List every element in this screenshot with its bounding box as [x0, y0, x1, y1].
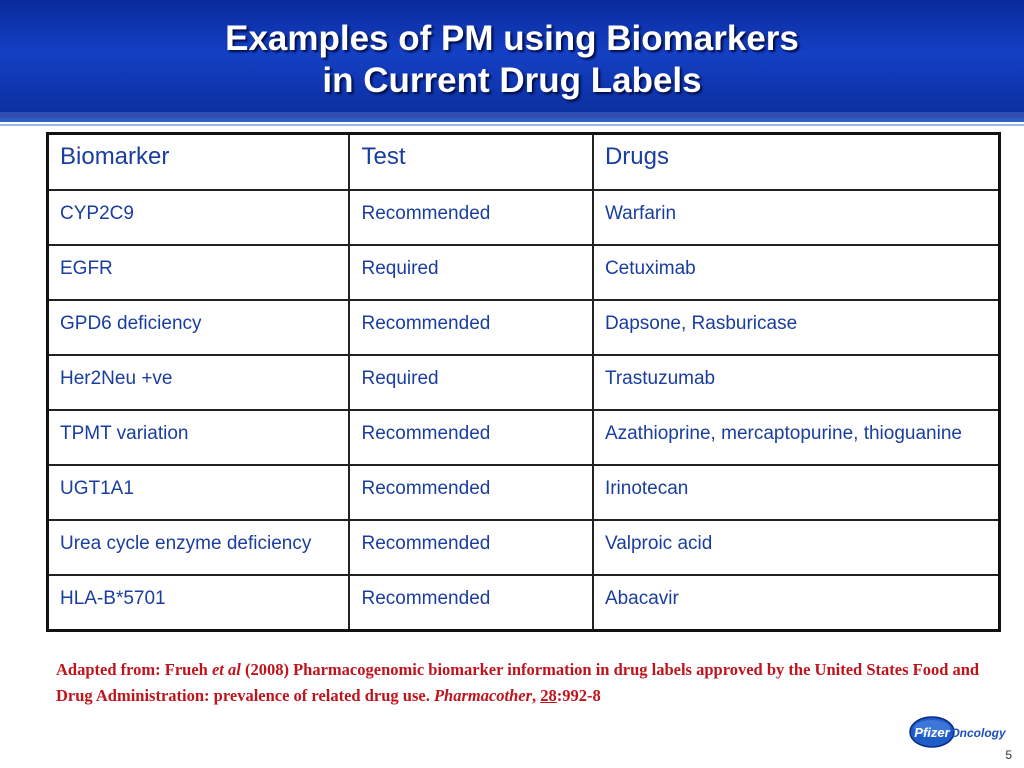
cell-test: Required: [349, 355, 592, 410]
cell-test: Recommended: [349, 410, 592, 465]
logo-oncology-text: Oncology: [950, 726, 1006, 740]
cell-biomarker: CYP2C9: [48, 190, 350, 245]
column-header-drugs: Drugs: [593, 134, 1000, 191]
cell-drugs: Azathioprine, mercaptopurine, thioguanine: [593, 410, 1000, 465]
slide-title-line2: in Current Drug Labels: [322, 61, 702, 100]
title-divider-light: [0, 124, 1024, 126]
cell-drugs: Cetuximab: [593, 245, 1000, 300]
citation: [56, 657, 986, 709]
logo-pfizer-text: Pfizer: [914, 725, 950, 740]
column-header-test: Test: [349, 134, 592, 191]
table-row: [48, 520, 1000, 575]
cell-test: Recommended: [349, 520, 592, 575]
pfizer-oncology-logo: [908, 714, 1008, 750]
table-row: [48, 355, 1000, 410]
cell-biomarker: GPD6 deficiency: [48, 300, 350, 355]
slide-title: [0, 18, 1024, 102]
cell-test: Recommended: [349, 575, 592, 631]
table-row: [48, 300, 1000, 355]
cell-biomarker: UGT1A1: [48, 465, 350, 520]
table-row: [48, 465, 1000, 520]
cell-drugs: Warfarin: [593, 190, 1000, 245]
citation-prefix: Adapted from: Frueh: [56, 660, 212, 679]
cell-drugs: Dapsone, Rasburicase: [593, 300, 1000, 355]
cell-biomarker: Urea cycle enzyme deficiency: [48, 520, 350, 575]
table-row: [48, 245, 1000, 300]
table-row: [48, 410, 1000, 465]
cell-biomarker: HLA-B*5701: [48, 575, 350, 631]
cell-test: Recommended: [349, 190, 592, 245]
cell-test: Recommended: [349, 300, 592, 355]
cell-drugs: Abacavir: [593, 575, 1000, 631]
page-number: 5: [1005, 748, 1012, 762]
biomarker-table: [46, 132, 1001, 632]
cell-drugs: Irinotecan: [593, 465, 1000, 520]
slide-title-line1: Examples of PM using Biomarkers: [225, 19, 799, 58]
cell-biomarker: Her2Neu +ve: [48, 355, 350, 410]
cell-biomarker: EGFR: [48, 245, 350, 300]
cell-test: Recommended: [349, 465, 592, 520]
table-row: [48, 575, 1000, 631]
table-row: [48, 190, 1000, 245]
cell-drugs: Valproic acid: [593, 520, 1000, 575]
citation-comma: ,: [532, 686, 541, 705]
cell-drugs: Trastuzumab: [593, 355, 1000, 410]
column-header-biomarker: Biomarker: [48, 134, 350, 191]
cell-biomarker: TPMT variation: [48, 410, 350, 465]
citation-pages: :992-8: [556, 686, 601, 705]
citation-et-al: et al: [211, 660, 241, 679]
citation-journal: Pharmacother: [433, 686, 533, 705]
citation-volume: 28: [540, 686, 557, 705]
title-divider: [0, 118, 1024, 122]
table-header-row: [48, 134, 1000, 191]
cell-test: Required: [349, 245, 592, 300]
citation-body: (2008) Pharmacogenomic biomarker information in drug labels approved by the United States Food and Drug Administration: prevalence of related drug use.: [56, 660, 980, 705]
